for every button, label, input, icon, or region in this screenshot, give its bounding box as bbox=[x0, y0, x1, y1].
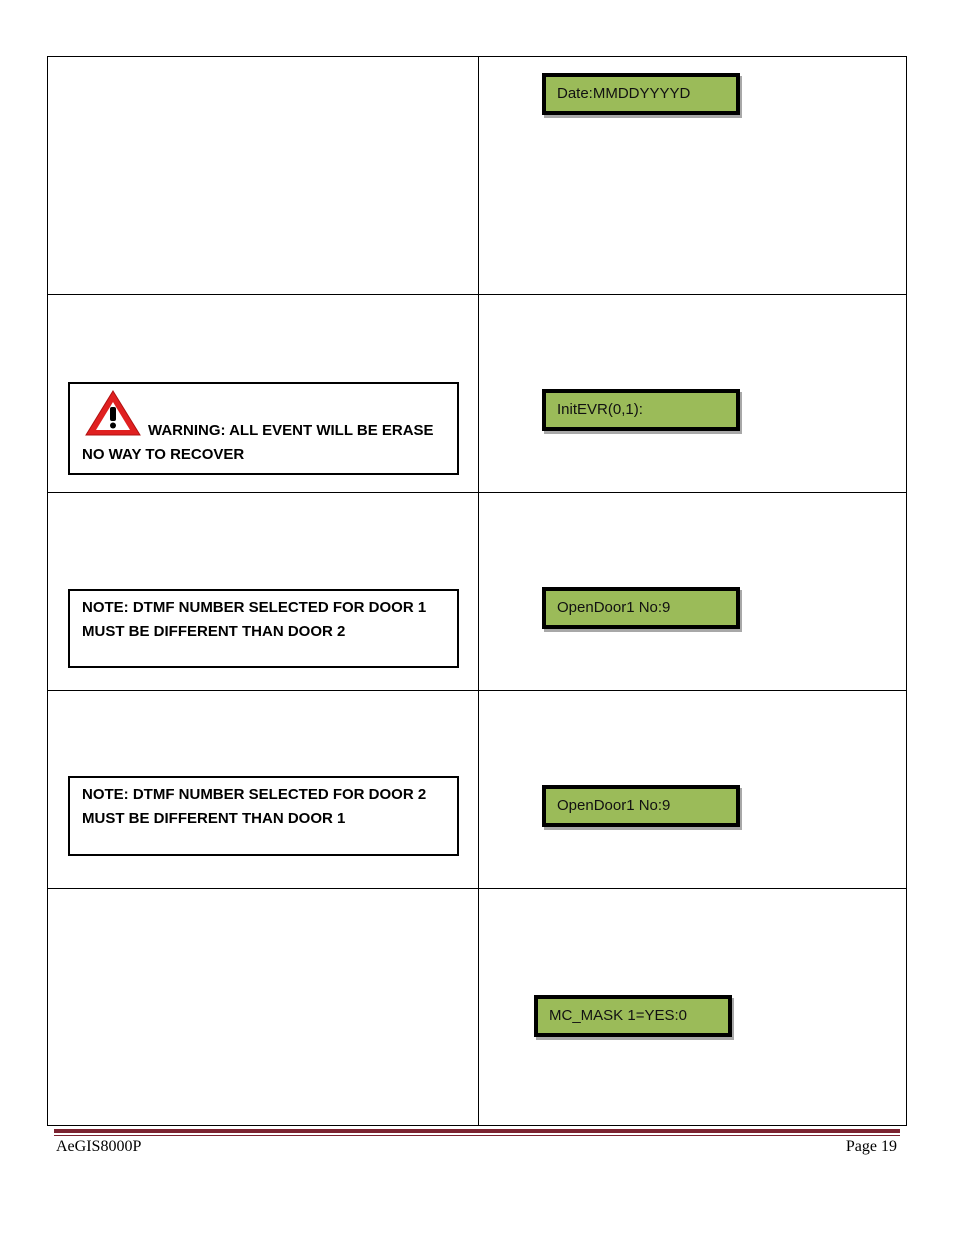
footer-rule-thin bbox=[54, 1135, 900, 1136]
lcd-display-date bbox=[542, 73, 740, 115]
column-divider bbox=[478, 57, 479, 1125]
row-divider bbox=[48, 888, 906, 889]
lcd-text: InitEVR(0,1): bbox=[557, 401, 643, 418]
warning-box bbox=[68, 382, 459, 475]
footer-page-number: Page 19 bbox=[845, 1138, 897, 1155]
note-box-door-2 bbox=[68, 776, 459, 856]
warning-text: WARNING: ALL EVENT WILL BE ERASE NO WAY TO RECOVER bbox=[82, 422, 434, 463]
footer-product: AeGIS8000P bbox=[56, 1138, 142, 1155]
footer-rule bbox=[54, 1129, 900, 1133]
note-line: MUST BE DIFFERENT THAN DOOR 1 bbox=[82, 810, 346, 827]
row-divider bbox=[48, 492, 906, 493]
lcd-display-init-evr bbox=[542, 389, 740, 431]
note-line: NOTE: DTMF NUMBER SELECTED FOR DOOR 2 bbox=[82, 786, 427, 803]
lcd-display-open-door-2 bbox=[542, 785, 740, 827]
note-box-door-1 bbox=[68, 589, 459, 668]
note-line: MUST BE DIFFERENT THAN DOOR 2 bbox=[82, 623, 346, 640]
lcd-display-mc-mask bbox=[534, 995, 732, 1037]
lcd-text: Date:MMDDYYYYD bbox=[557, 85, 691, 102]
lcd-text: OpenDoor1 No:9 bbox=[557, 797, 671, 814]
lcd-text: MC_MASK 1=YES:0 bbox=[549, 1007, 687, 1024]
lcd-display-open-door-1 bbox=[542, 587, 740, 629]
lcd-text: OpenDoor1 No:9 bbox=[557, 599, 671, 616]
row-divider bbox=[48, 690, 906, 691]
note-line: NOTE: DTMF NUMBER SELECTED FOR DOOR 1 bbox=[82, 599, 427, 616]
row-divider bbox=[48, 294, 906, 295]
